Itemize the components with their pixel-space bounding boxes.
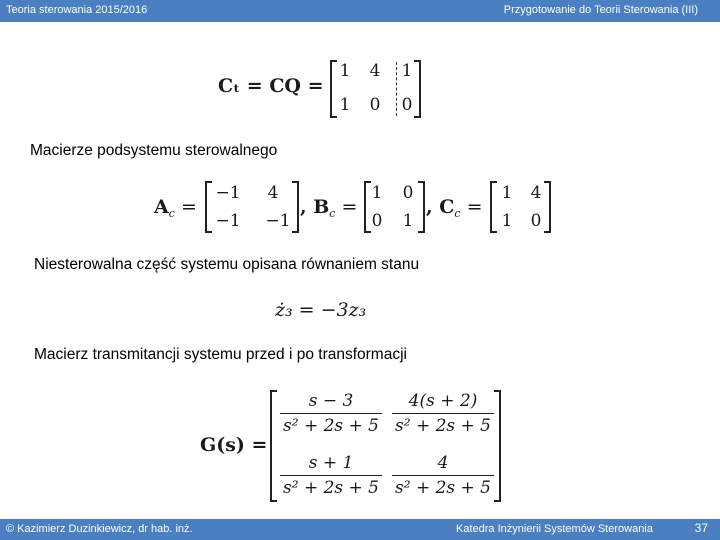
numerator: 4	[437, 453, 449, 473]
subscript: c	[454, 207, 461, 220]
bc-cell: 1	[402, 211, 414, 231]
ac-cell: −1	[215, 211, 241, 231]
bc-label	[300, 196, 357, 220]
heading-transfer-matrix: Macierz transmitancji systemu przed i po transformacji	[34, 346, 407, 363]
equals: =	[180, 196, 197, 218]
equals: =	[466, 196, 483, 218]
numerator: s − 3	[308, 391, 354, 411]
ac-bracket-left	[205, 181, 212, 233]
cc-cell: 0	[530, 211, 542, 231]
ct-lhs: Cₜ = CQ =	[218, 75, 324, 97]
ct-cell: 1	[401, 61, 413, 81]
bc-symbol: , B	[300, 196, 330, 218]
partition-line	[396, 62, 397, 116]
ct-cell: 1	[339, 95, 351, 115]
cc-cell: 1	[501, 211, 513, 231]
numerator: 4(s + 2)	[408, 391, 478, 411]
denominator: s² + 2s + 5	[395, 416, 491, 436]
ac-cell: 4	[267, 183, 279, 203]
cc-cell: 1	[501, 183, 513, 203]
fraction-bar	[280, 413, 382, 414]
cc-label	[426, 196, 483, 220]
subscript: c	[168, 207, 175, 220]
ct-cell: 1	[339, 61, 351, 81]
header-bar	[0, 0, 720, 22]
ac-cell: −1	[265, 211, 291, 231]
fraction-bar	[280, 475, 382, 476]
ct-cell: 4	[369, 61, 381, 81]
ct-cell: 0	[369, 95, 381, 115]
denominator: s² + 2s + 5	[283, 416, 379, 436]
denominator: s² + 2s + 5	[283, 478, 379, 498]
department: Katedra Inżynierii Systemów Sterowania	[456, 523, 653, 535]
fraction	[388, 452, 498, 499]
ac-bracket-right	[292, 181, 299, 233]
gs-bracket-right	[494, 390, 501, 502]
cc-cell: 4	[530, 183, 542, 203]
equals: =	[341, 196, 358, 218]
lecture-title: Przygotowanie do Teorii Sterowania (III)	[503, 4, 698, 16]
course-title: Teoria sterowania 2015/2016	[6, 4, 148, 16]
bc-cell: 0	[371, 211, 383, 231]
heading-controllable-subsystem: Macierze podsystemu sterowalnego	[30, 142, 278, 159]
bc-bracket-right	[418, 181, 425, 233]
author: © Kazimierz Duzinkiewicz, dr hab. inż.	[6, 523, 193, 535]
fraction	[276, 452, 386, 499]
footer-bar	[0, 519, 720, 540]
cc-symbol: , C	[426, 196, 455, 218]
denominator: s² + 2s + 5	[395, 478, 491, 498]
fraction	[388, 390, 498, 437]
gs-lhs: G(s) =	[200, 434, 268, 456]
heading-uncontrollable-part: Niesterowalna część systemu opisana równaniem stanu	[34, 256, 420, 273]
ct-cell: 0	[401, 95, 413, 115]
page-number: 37	[694, 521, 708, 535]
fraction-bar	[392, 413, 494, 414]
cc-bracket-right	[544, 181, 551, 233]
ac-cell: −1	[215, 183, 241, 203]
fraction-bar	[392, 475, 494, 476]
fraction	[276, 390, 386, 437]
numerator: s + 1	[308, 453, 354, 473]
bc-cell: 0	[402, 183, 414, 203]
bc-cell: 1	[371, 183, 383, 203]
ac-label	[154, 196, 197, 220]
ac-symbol: A	[154, 196, 169, 218]
ct-bracket-right	[414, 60, 421, 118]
state-equation-text: ż₃ = −3z₃	[275, 299, 367, 321]
subscript: c	[329, 207, 336, 220]
